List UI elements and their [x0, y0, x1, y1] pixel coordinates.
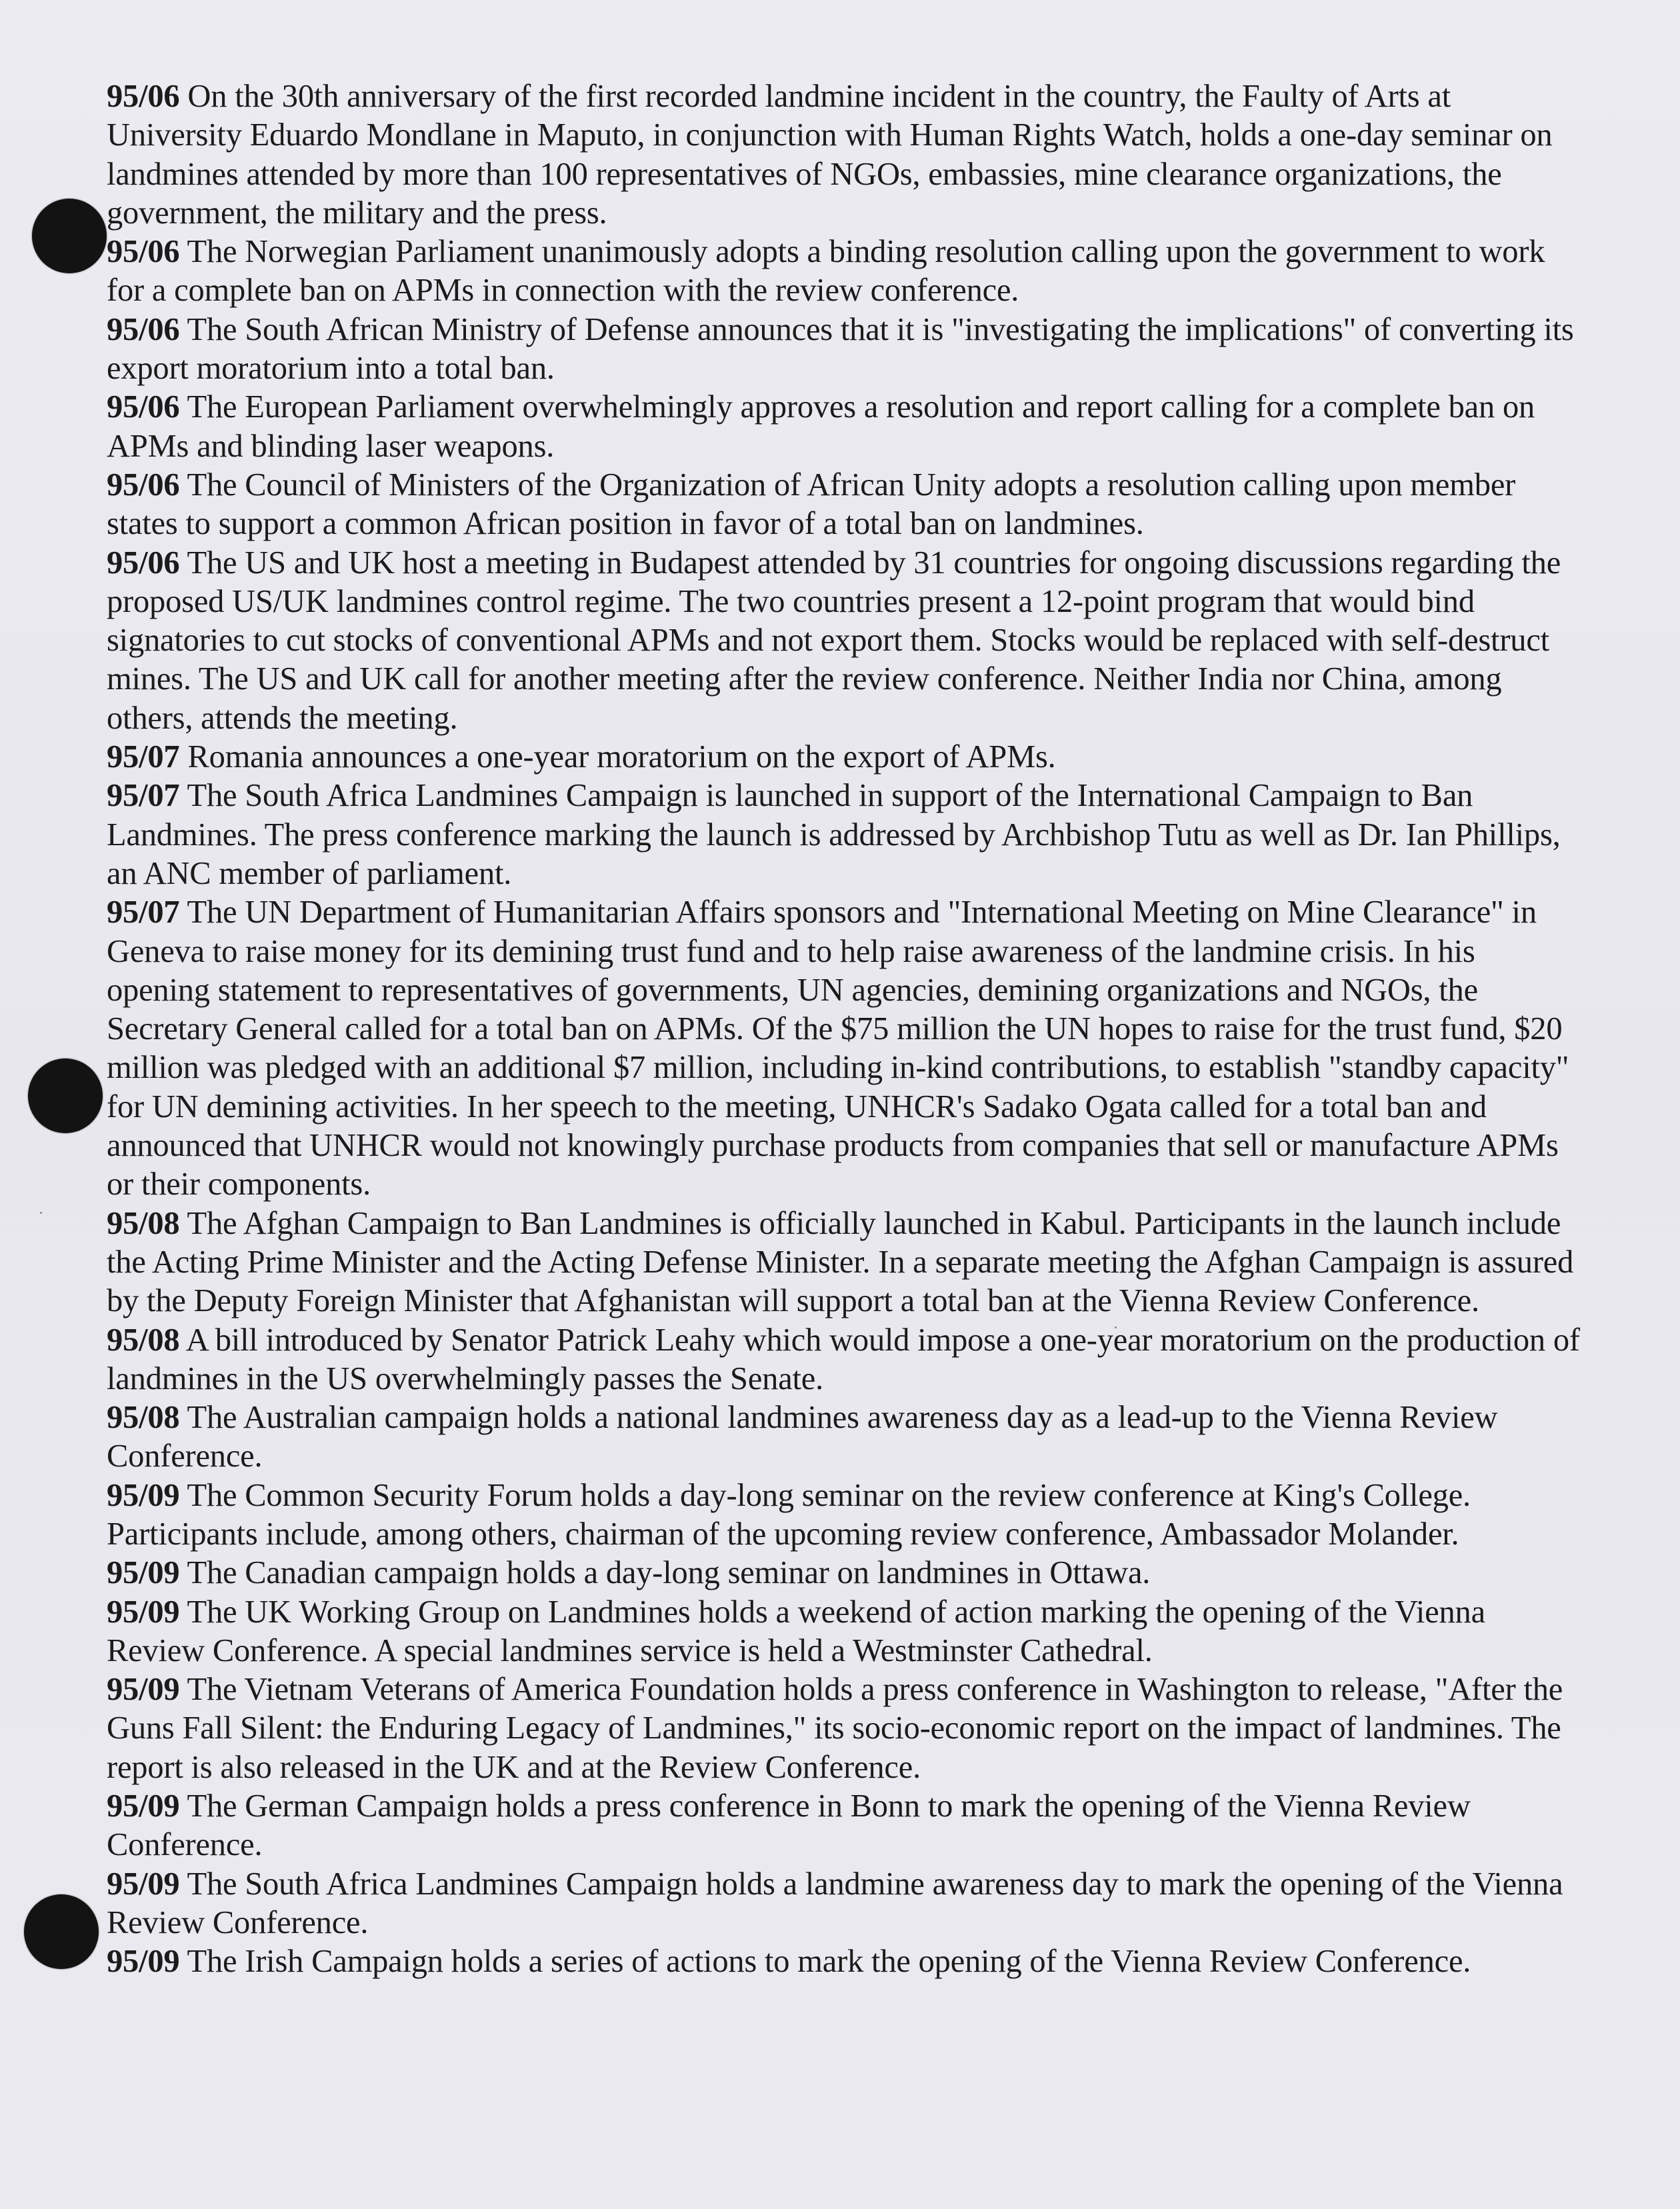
entry-date: 95/06 — [107, 79, 180, 114]
entry-text: The European Parliament overwhelmingly approves a resolution and report calling for a complete ban on APMs and blinding laser weapons. — [107, 389, 1535, 464]
chronology-entry — [107, 1593, 1580, 1671]
chronology-entry — [107, 1787, 1580, 1865]
entry-text: The Irish Campaign holds a series of actions to mark the opening of the Vienna Review Conference. — [187, 1944, 1471, 1980]
entry-text: Romania announces a one-year moratorium on the export of APMs. — [187, 739, 1056, 775]
chronology-entry — [107, 388, 1580, 466]
chronology-entry — [107, 1942, 1580, 1981]
chronology-entry — [107, 1398, 1580, 1476]
paper-speck — [40, 1212, 42, 1214]
entry-text: The German Campaign holds a press conference in Bonn to mark the opening of the Vienna Review Conference. — [107, 1788, 1471, 1863]
entry-text: The Common Security Forum holds a day-long seminar on the review conference at King's College. Participants include, among others, chairman of the upcoming review conference, Ambassador Molander. — [107, 1477, 1471, 1552]
chronology-entry — [107, 1204, 1580, 1321]
entry-text: The UN Department of Humanitarian Affairs sponsors and "International Meeting on Mine Clearance" in Geneva to raise money for its demining trust fund and to help raise awareness of the landmine crisis. In his opening statement to representatives of governments, UN agencies, demining organizations and NGOs, the Secretary General called for a total ban on APMs. Of the $75 million the UN hopes to raise for the trust fund, $20 million was pledged with an additional $7 million, including in-kind contributions, to establish "standby capacity" for UN demining activities. In her speech to the meeting, UNHCR's Sadako Ogata called for a total ban and announced that UNHCR would not knowingly purchase products from companies that sell or manufacture APMs or their components. — [107, 895, 1569, 1202]
chronology-entry — [107, 233, 1580, 311]
entry-date: 95/09 — [107, 1477, 180, 1513]
entry-date: 95/08 — [107, 1322, 180, 1358]
entry-date: 95/09 — [107, 1866, 180, 1902]
entry-date: 95/06 — [107, 389, 180, 425]
entry-text: The Australian campaign holds a national landmines awareness day as a lead-up to the Vienna Review Conference. — [107, 1400, 1498, 1474]
entry-text: The Vietnam Veterans of America Foundation holds a press conference in Washington to release, "After the Guns Fall Silent: the Enduring Legacy of Landmines," its socio-economic report on the impact of landmines. The report is also released in the UK and at the Review Conference. — [107, 1672, 1563, 1785]
chronology-entry — [107, 1476, 1580, 1554]
chronology-entry — [107, 777, 1580, 893]
entry-text: The South African Ministry of Defense announces that it is "investigating the implications" of converting its export moratorium into a total ban. — [107, 311, 1574, 387]
entry-date: 95/06 — [107, 467, 180, 503]
entry-date: 95/09 — [107, 1555, 180, 1591]
entry-date: 95/07 — [107, 739, 180, 775]
chronology-entry — [107, 544, 1580, 738]
entry-text: A bill introduced by Senator Patrick Leahy which would impose a one-year moratorium on the production of landmines in the US overwhelmingly passes the Senate. — [107, 1322, 1580, 1396]
entry-text: The South Africa Landmines Campaign holds a landmine awareness day to mark the opening of the Vienna Review Conference. — [107, 1866, 1563, 1940]
entry-text: The UK Working Group on Landmines holds a weekend of action marking the opening of the Vienna Review Conference. A special landmines service is held a Westminster Cathedral. — [107, 1594, 1485, 1668]
chronology-list — [107, 77, 1580, 1982]
chronology-entry — [107, 1865, 1580, 1943]
entry-text: The US and UK host a meeting in Budapest attended by 31 countries for ongoing discussions regarding the proposed US/UK landmines control regime. The two countries present a 12-point program that would bind signatories to cut stocks of conventional APMs and not export them. Stocks would be replaced with self-destruct mines. The US and UK call for another meeting after the review conference. Neither India nor China, among others, attends the meeting. — [107, 545, 1561, 736]
entry-date: 95/06 — [107, 545, 180, 581]
entry-date: 95/09 — [107, 1672, 180, 1708]
punch-hole — [24, 1894, 99, 1969]
entry-text: The Council of Ministers of the Organization of African Unity adopts a resolution calling upon member states to support a common African position in favor of a total ban on landmines. — [107, 467, 1516, 542]
chronology-entry — [107, 1554, 1580, 1592]
entry-date: 95/09 — [107, 1944, 180, 1980]
chronology-entry — [107, 1670, 1580, 1787]
chronology-entry — [107, 738, 1580, 777]
entry-date: 95/08 — [107, 1400, 180, 1436]
entry-text: The Afghan Campaign to Ban Landmines is officially launched in Kabul. Participants in the launch include the Acting Prime Minister and the Acting Defense Minister. In a separate meeting the Afghan Campaign is assured by the Deputy Foreign Minister that Afghanistan will support a total ban at the Vienna Review Conference. — [107, 1205, 1574, 1319]
entry-text: The Canadian campaign holds a day-long seminar on landmines in Ottawa. — [187, 1555, 1151, 1591]
chronology-entry — [107, 311, 1580, 389]
punch-hole — [28, 1059, 103, 1133]
entry-text: The South Africa Landmines Campaign is launched in support of the International Campaign to Ban Landmines. The press conference marking the launch is addressed by Archbishop Tutu as well as Dr. Ian Phillips, an ANC member of parliament. — [107, 778, 1561, 891]
entry-date: 95/07 — [107, 778, 180, 814]
entry-text: The Norwegian Parliament unanimously adopts a binding resolution calling upon the government to work for a complete ban on APMs in connection with the review conference. — [107, 234, 1545, 309]
chronology-entry — [107, 77, 1580, 233]
entry-date: 95/08 — [107, 1205, 180, 1241]
entry-text: On the 30th anniversary of the first recorded landmine incident in the country, the Faulty of Arts at University Eduardo Mondlane in Maputo, in conjunction with Human Rights Watch, holds a one-day seminar on landmines attended by more than 100 representatives of NGOs, embassies, mine clearance organizations, the government, the military and the press. — [107, 79, 1553, 231]
punch-hole — [32, 199, 107, 273]
chronology-entry — [107, 893, 1580, 1204]
entry-date: 95/06 — [107, 311, 180, 347]
entry-date: 95/06 — [107, 234, 180, 270]
chronology-entry — [107, 466, 1580, 544]
entry-date: 95/09 — [107, 1594, 180, 1630]
entry-date: 95/09 — [107, 1788, 180, 1824]
entry-date: 95/07 — [107, 895, 180, 931]
chronology-entry — [107, 1321, 1580, 1399]
